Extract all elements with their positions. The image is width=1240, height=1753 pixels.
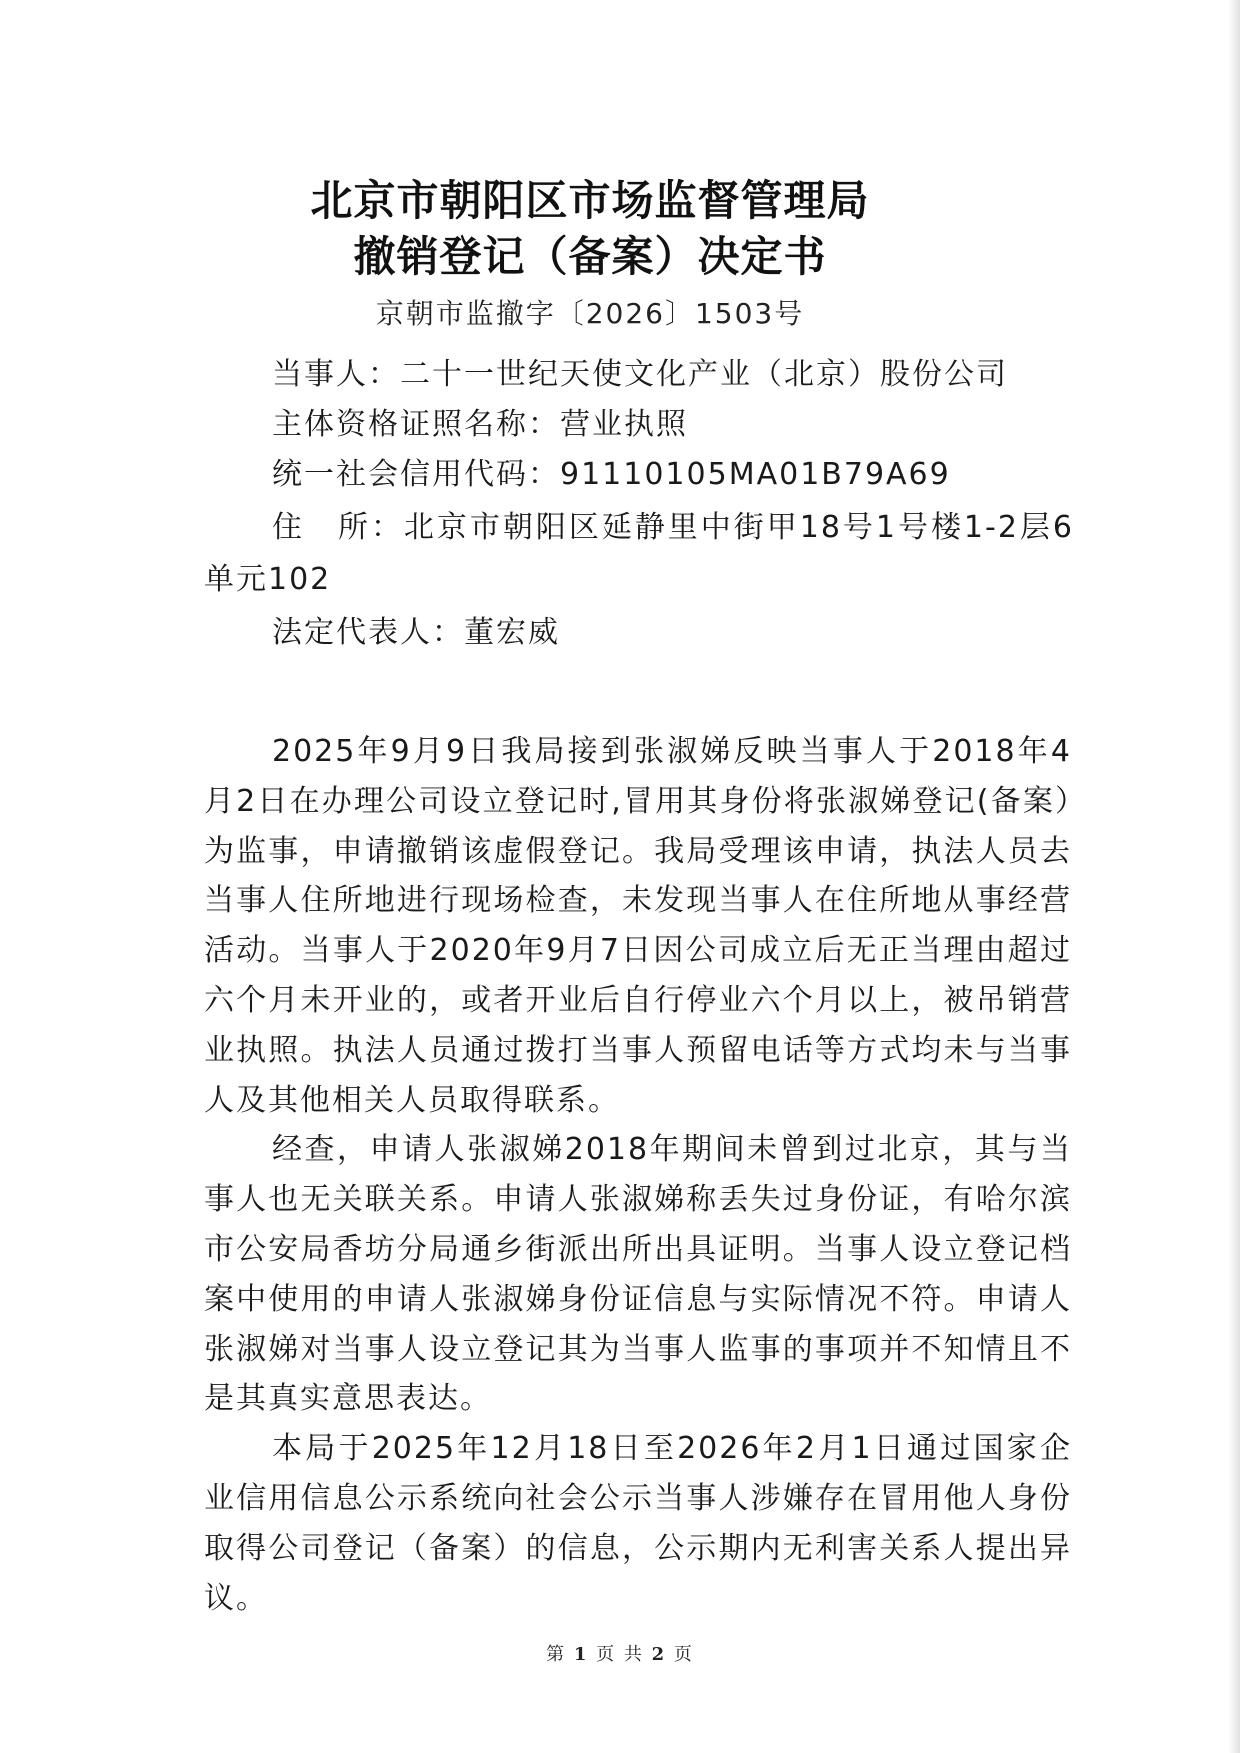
body-paragraph-2: 经查，申请人张淑娣2018年期间未曾到过北京，其与当事人也无关联关系。申请人张淑娣称丢失过身份证，有哈尔滨市公安局香坊分局通乡街派出所出具证明。当事人设立登记档案中使用的申请人张淑娣身份证信息与实际情况不符。申请人张淑娣对当事人设立登记其为当事人监事的事项并不知情且不是其真实意思表达。: [204, 1132, 1072, 1417]
document-title-line2: 撤销登记（备案）决定书: [353, 232, 827, 281]
document-body: [204, 727, 1072, 1623]
party-legal-representative: 法定代表人：董宏威: [272, 615, 560, 650]
party-license-name: 主体资格证照名称：营业执照: [272, 407, 688, 442]
party-address: 住 所：北京市朝阳区延静里中街甲18号1号楼1-2层6单元102: [204, 510, 1074, 597]
document-title-line1: 北京市朝阳区市场监督管理局: [310, 176, 870, 225]
document-number: 京朝市监撤字〔2026〕1503号: [375, 297, 805, 330]
party-name: 当事人：二十一世纪天使文化产业（北京）股份公司: [272, 357, 1008, 392]
footer-page-number: 1: [573, 1644, 589, 1665]
body-paragraph-1: 2025年9月9日我局接到张淑娣反映当事人于2018年4月2日在办理公司设立登记时,冒用其身份将张淑娣登记(备案）为监事，申请撤销该虚假登记。我局受理该申请，执法人员去当事人住所地进行现场检查，未发现当事人在住所地从事经营活动。当事人于2020年9月7日因公司成立后无正当理由超过六个月未开业的，或者开业后自行停业六个月以上，被吊销营业执照。执法人员通过拨打当事人预留电话等方式均未与当事人及其他相关人员取得联系。: [204, 734, 1072, 1118]
footer-prefix: 第: [546, 1644, 567, 1665]
footer-suffix: 页: [673, 1644, 694, 1665]
page-edge-shadow: [1228, 0, 1240, 1753]
footer-middle: 页 共: [596, 1644, 644, 1665]
footer-total-pages: 2: [651, 1644, 667, 1665]
party-credit-code: 统一社会信用代码：91110105MA01B79A69: [272, 457, 951, 492]
body-paragraph-3: 本局于2025年12月18日至2026年2月1日通过国家企业信用信息公示系统向社会公示当事人涉嫌存在冒用他人身份取得公司登记（备案）的信息，公示期内无利害关系人提出异议。: [204, 1431, 1072, 1616]
page-footer: [0, 1640, 1240, 1666]
